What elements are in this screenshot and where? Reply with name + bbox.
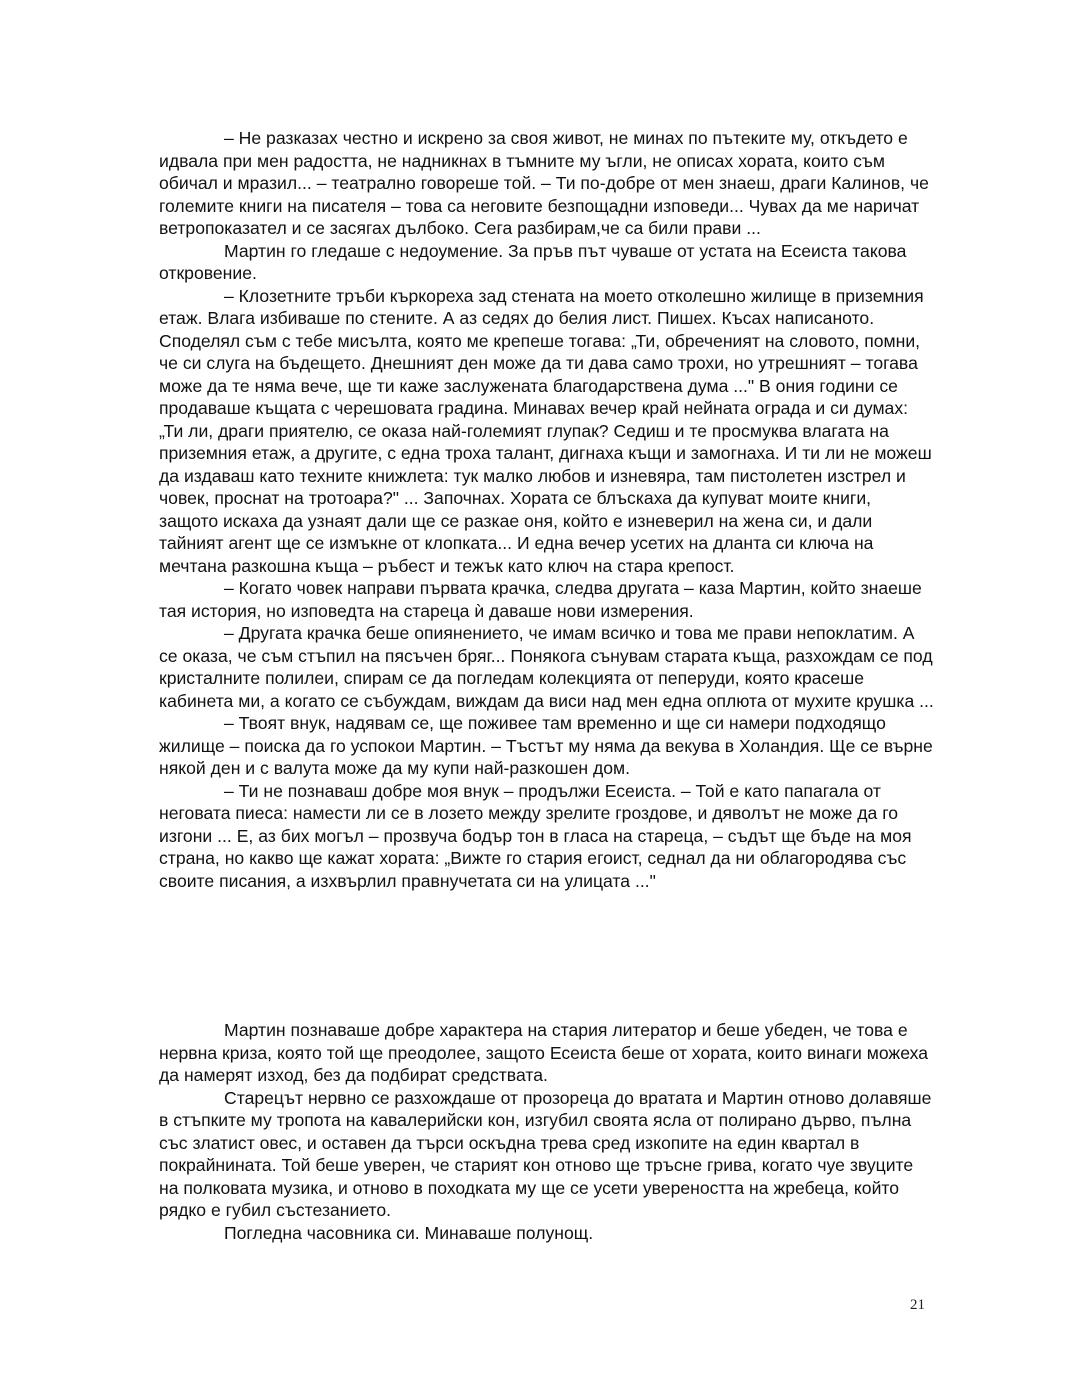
paragraph: Мартин познаваше добре характера на стария литератор и беше убеден, че това е нервна криза, която той ще преодолее, защото Есеиста беше от хората, които винаги можеха да намерят изход, без да подбират средствата. [159, 1020, 928, 1085]
paragraph: Погледна часовника си. Минаваше полунощ. [224, 1222, 594, 1243]
paragraph: – Не разказах честно и искрено за своя живот, не минах по пътеките му, откъдето е идвала при мен радостта, не надникнах в тъмните му ъгли, не описах хората, които съм обичал и мразил... – театрално говореше той. – Ти по-добре от мен знаеш, драги Калинов, че големите книги на писателя – това са неговите безпощадни изповеди... Чувах да ме наричат ветропоказател и се засягах дълбоко. Сега разбирам,че са били прави ... [159, 128, 929, 238]
page-number: 21 [910, 1297, 925, 1313]
paragraph: – Когато човек направи първата крачка, следва другата – каза Мартин, който знаеше тая история, но изповедта на стареца ѝ даваше нови измерения. [159, 578, 922, 621]
paragraph: – Клозетните тръби къркореха зад стената на моето отколешно жилище в приземния етаж. Влага избиваше по стените. А аз седях до белия лист. Пишех. Късах написаното. Споделял съм с тебе мисълта, която ме крепеше тогава: „Ти, обреченият на словото, помни, че си слуга на бъдещето. Днешният ден може да ти дава само трохи, но утрешният – тогава може да те няма вече, ще ти каже заслужената благодарствена дума ..." В ония години се продаваше къщата с черешовата градина. Минавах вечер край нейната ограда и си думах: „Ти ли, драги приятелю, се оказа най-големият глупак? Седиш и те просмуква влагата на приземния етаж, а другите, с една троха талант, дигнаха къщи и замогнаха. И ти ли не можеш да издаваш като техните книжлета: тук малко любов и изневяра, там пистолетен изстрел и човек, проснат на тротоара?" ... Започнах. Хората се блъскаха да купуват моите книги, защото искаха да узнаят дали ще се разкае оня, който е изневерил на жена си, и дали тайният агент ще се измъкне от клопката... И една вечер усетих на дланта си ключа на мечтана разкошна къща – ръбест и тежък като ключ на стара крепост. [159, 285, 932, 576]
paragraph: Старецът нервно се разхождаше от прозореца до вратата и Мартин отново долавяше в стъпките му тропота на кавалерийски кон, изгубил своята ясла от полирано дърво, пълна със златист овес, и оставен да търси оскъдна трева сред изкопите на един квартал в покрайнината. Той беше уверен, че старият кон отново ще тръсне грива, когато чуе звуците на полковата музика, и отново в походката му ще се усети увереността на жребеца, който рядко е губил състезанието. [159, 1087, 932, 1220]
paragraph: – Твоят внук, надявам се, ще поживее там временно и ще си намери подходящо жилище – поиска да го успокои Мартин. – Тъстът му няма да векува в Холандия. Ще се върне някой ден и с валута може да му купи най-разкошен дом. [159, 713, 933, 778]
paragraph: – Другата крачка беше опиянението, че имам всичко и това ме прави непоклатим. А се оказа, че съм стъпил на пясъчен бряг... Понякога сънувам старата къща, разхождам се под кристалните полилеи, спирам се да погледам колекцията от пеперуди, която красеше кабинета ми, а когато се събуждам, виждам да виси над мен една оплюта от мухите крушка ... [159, 623, 934, 711]
paragraph: – Ти не познаваш добре моя внук – продължи Есеиста. – Той е като папагала от неговата пиеса: намести ли се в лозето между зрелите гроздове, и дяволът не може да го изгони ... Е, аз бих могъл – прозвуча бодър тон в гласа на стареца, – съдът ще бъде на моя страна, но какво ще кажат хората: „Вижте го стария егоист, седнал да ни облагородява със своите писания, а изхвърлил правнучетата си на улицата ..." [159, 780, 912, 891]
text-section-main [159, 127, 934, 892]
paragraph: Мартин го гледаше с недоумение. За пръв път чуваше от устата на Есеиста такова откровение. [159, 240, 907, 283]
text-section-after-break [159, 1019, 934, 1244]
